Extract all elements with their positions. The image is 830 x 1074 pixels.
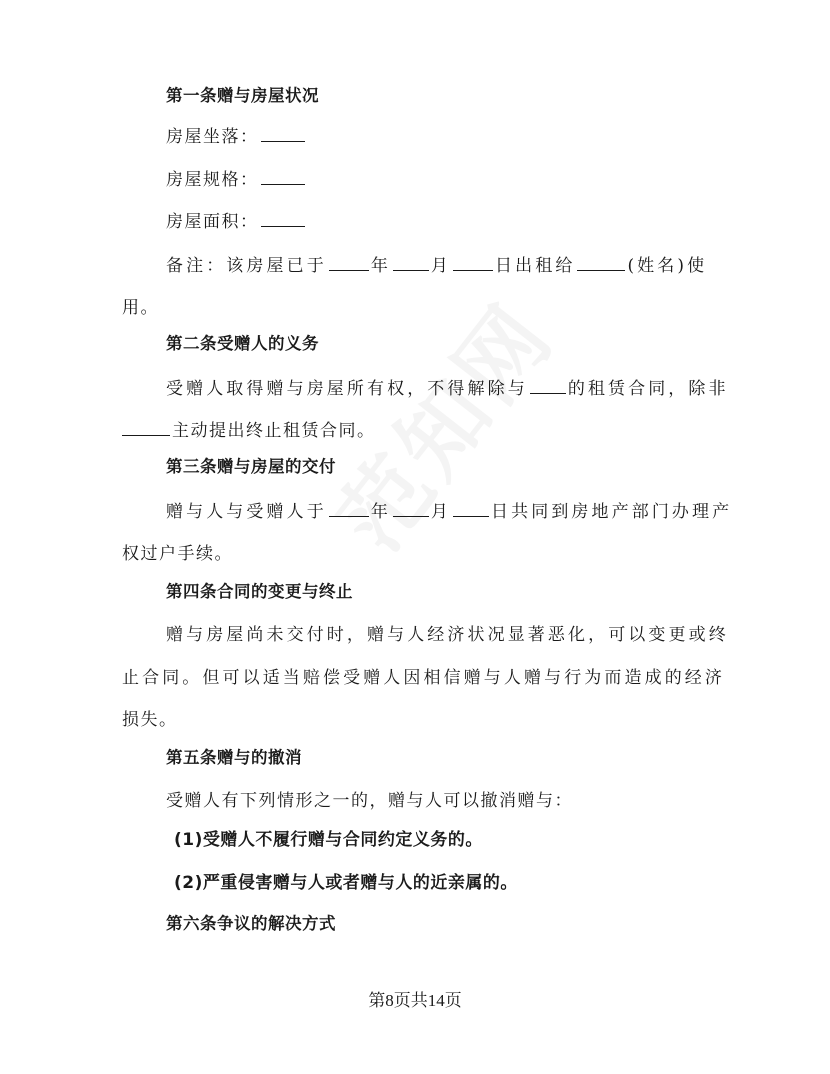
sec3-month-blank — [393, 500, 429, 517]
sec5-item-2: (2)严重侵害赠与人或者赠与人的近亲属的。 — [174, 873, 518, 893]
sec3-text-1: 赠与人与受赠人于 — [166, 502, 327, 522]
sec2-party-blank — [530, 377, 566, 394]
section-2-title: 第二条受赠人的义务 — [166, 334, 319, 353]
area-blank — [261, 210, 305, 227]
sec3-text-3: 月 — [430, 502, 452, 522]
note-text-3: 月 — [430, 256, 452, 276]
sec2-line-1 — [166, 377, 729, 401]
sec4-line-3: 损失。 — [122, 710, 178, 730]
section-6-title: 第六条争议的解决方式 — [166, 914, 336, 933]
location-line — [166, 125, 307, 149]
sec5-intro: 受赠人有下列情形之一的，赠与人可以撤消赠与： — [166, 791, 573, 811]
page-footer: 第8页共14页 — [368, 991, 462, 1010]
sec2-text-2: 的租赁合同，除非 — [567, 379, 729, 399]
sec2-text-1: 受赠人取得赠与房屋所有权，不得解除与 — [166, 379, 528, 399]
note-day-blank — [453, 254, 493, 271]
note-text-5: (姓名)使 — [627, 256, 708, 276]
note-line-1 — [166, 254, 707, 278]
location-label: 房屋坐落： — [166, 127, 259, 147]
section-5-title: 第五条赠与的撤消 — [166, 748, 302, 767]
sec2-line-2 — [122, 419, 376, 443]
sec2-text-3: 主动提出终止租赁合同。 — [172, 421, 376, 441]
area-label: 房屋面积： — [166, 212, 259, 232]
section-3-title: 第三条赠与房屋的交付 — [166, 457, 336, 476]
note-text-4: 日出租给 — [495, 256, 576, 276]
sec4-line-1: 赠与房屋尚未交付时，赠与人经济状况显著恶化，可以变更或终 — [166, 625, 729, 645]
note-year-blank — [329, 254, 369, 271]
section-1-title: 第一条赠与房屋状况 — [166, 86, 319, 105]
sec4-line-2: 止合同。但可以适当赔偿受赠人因相信赠与人赠与行为而造成的经济 — [122, 668, 725, 688]
spec-blank — [261, 168, 305, 185]
note-text-1: 备注：该房屋已于 — [166, 256, 327, 276]
note-month-blank — [393, 254, 429, 271]
area-line — [166, 210, 307, 234]
sec3-year-blank — [329, 500, 369, 517]
sec5-item-1: (1)受赠人不履行赠与合同约定义务的。 — [174, 830, 483, 850]
section-4-title: 第四条合同的变更与终止 — [166, 582, 353, 601]
sec3-line-2: 权过户手续。 — [122, 544, 233, 564]
sec3-text-2: 年 — [370, 502, 391, 522]
sec3-line-1 — [166, 500, 732, 524]
sec3-text-4: 日共同到房地产部门办理产 — [491, 502, 733, 522]
note-name-blank — [577, 254, 625, 271]
note-text-2: 年 — [370, 256, 391, 276]
spec-label: 房屋规格： — [166, 170, 259, 190]
spec-line — [166, 168, 307, 192]
sec3-day-blank — [453, 500, 489, 517]
location-blank — [261, 125, 305, 142]
sec2-tenant-blank — [122, 419, 170, 436]
note-line-2: 用。 — [122, 298, 159, 318]
